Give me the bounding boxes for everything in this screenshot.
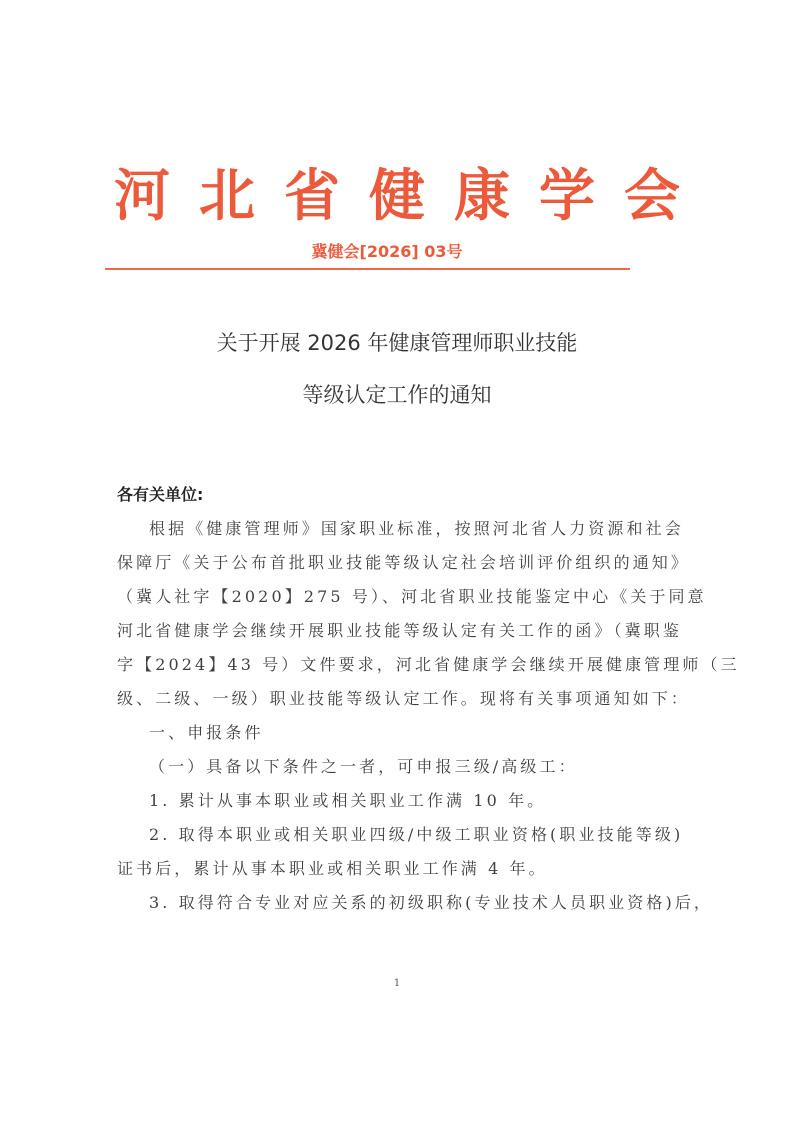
body-paragraph-line: 字【2024】43 号）文件要求，河北省健康学会继续开展健康管理师（三 [117, 655, 740, 674]
org-char: 会 [624, 163, 680, 229]
org-char: 北 [199, 163, 255, 229]
body-paragraph-line: 保障厅《关于公布首批职业技能等级认定社会培训评价组织的通知》 [117, 553, 691, 572]
page-number: 1 [393, 978, 401, 989]
org-char: 省 [284, 163, 340, 229]
salutation: 各有关单位: [117, 485, 204, 504]
body-paragraph-line: 根据《健康管理师》国家职业标准，按照河北省人力资源和社会 [149, 519, 684, 538]
body-paragraph-line: 级、二级、一级）职业技能等级认定工作。现将有关事项通知如下： [117, 689, 691, 708]
org-char: 康 [454, 163, 510, 229]
notice-title-line-2: 等级认定工作的通知 [302, 383, 492, 407]
body-paragraph-line: 河北省健康学会继续开展职业技能等级认定有关工作的函》（冀职鉴 [117, 621, 683, 640]
list-item: 2. 取得本职业或相关职业四级/中级工职业资格(职业技能等级) [149, 825, 684, 844]
organization-header [112, 160, 682, 232]
document-number: 冀健会[2026] 03号 [311, 242, 463, 261]
list-item-continuation: 证书后，累计从事本职业或相关职业工作满 4 年。 [117, 859, 548, 878]
org-char: 学 [539, 163, 595, 229]
list-item: 1. 累计从事本职业或相关职业工作满 10 年。 [149, 791, 547, 810]
org-char: 河 [114, 163, 170, 229]
notice-title-line-1: 关于开展 2026 年健康管理师职业技能 [216, 331, 578, 355]
header-divider [105, 268, 630, 270]
list-item: 3. 取得符合专业对应关系的初级职称(专业技术人员职业资格)后， [149, 893, 714, 912]
section-heading: 一、申报条件 [149, 723, 264, 742]
org-char: 健 [369, 163, 425, 229]
subsection-heading: （一）具备以下条件之一者，可申报三级/高级工： [149, 757, 578, 776]
body-paragraph-line: （冀人社字【2020】275 号）、河北省职业技能鉴定中心《关于同意 [117, 587, 707, 606]
